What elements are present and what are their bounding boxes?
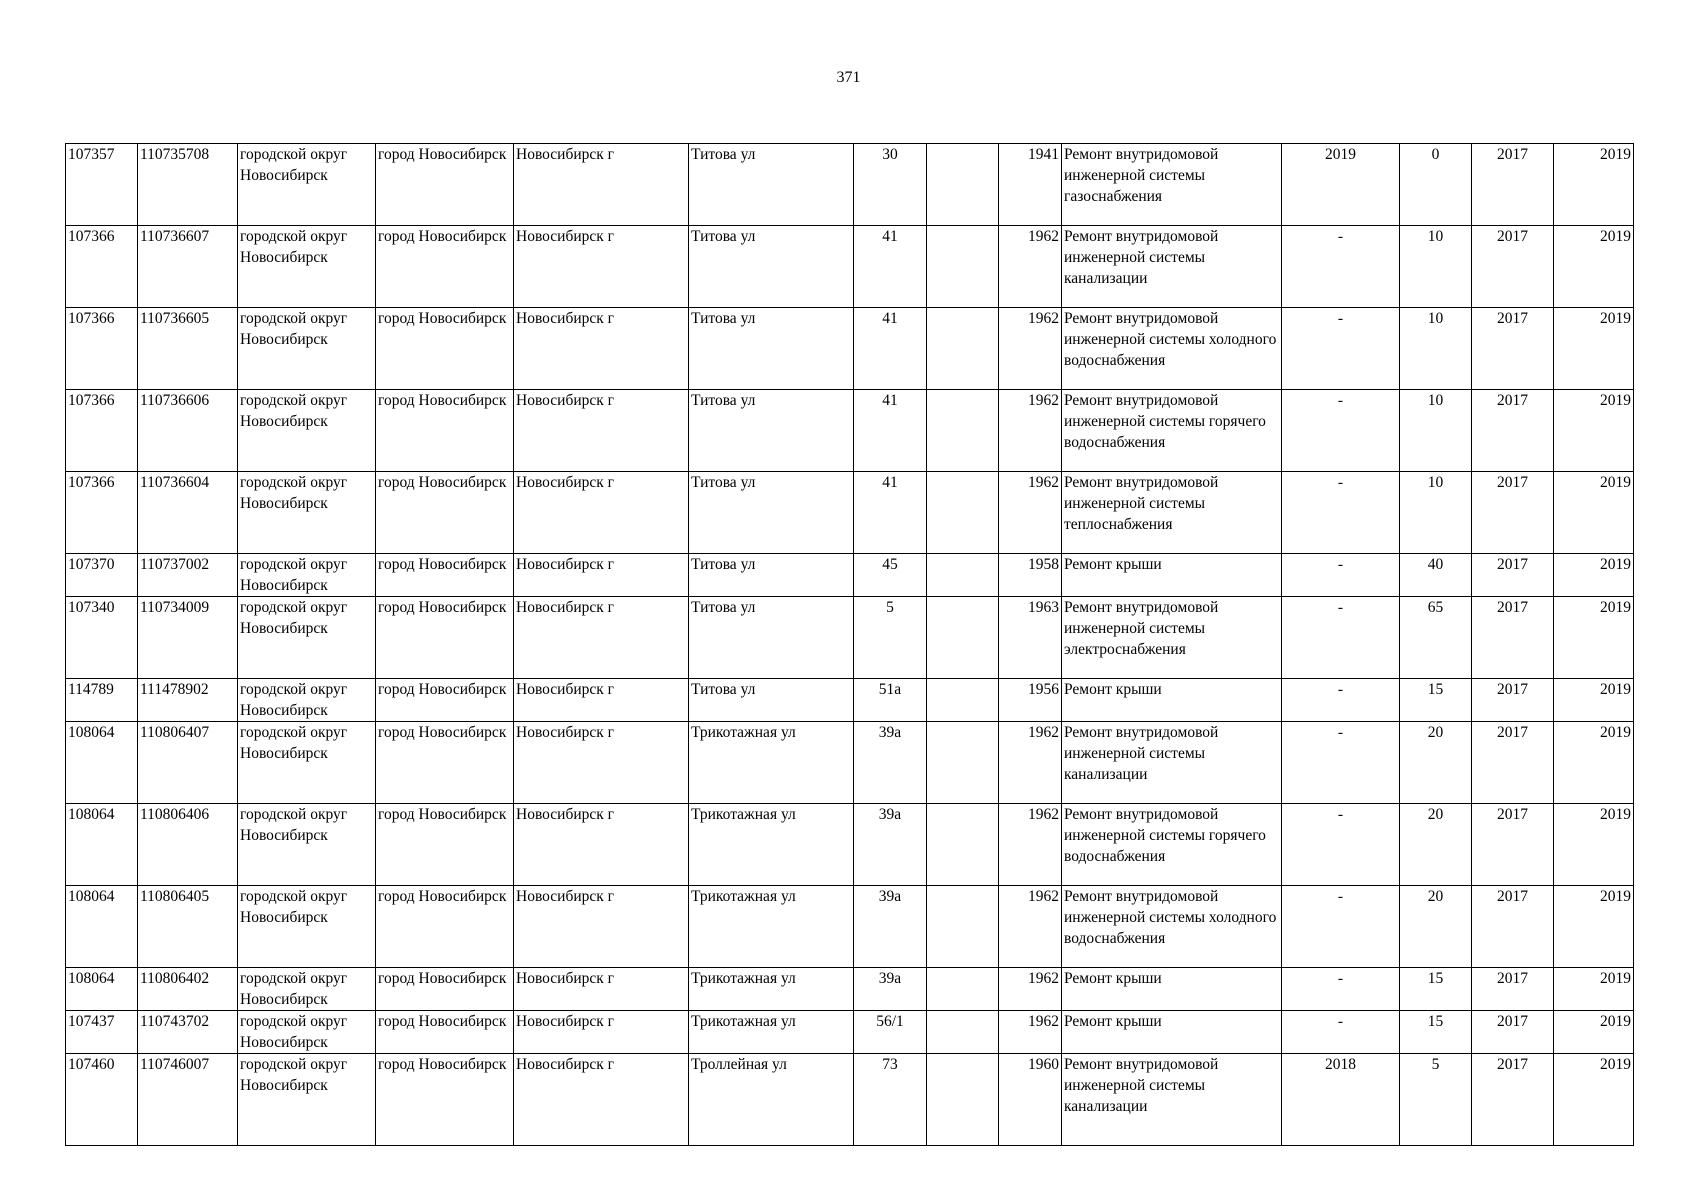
- work-id-cell: 110806405: [138, 886, 238, 968]
- build-year-cell: 1956: [999, 679, 1062, 722]
- building-cell: [927, 1011, 999, 1054]
- street-cell: Титова ул: [689, 144, 854, 226]
- building-cell: [927, 597, 999, 679]
- street-cell: Титова ул: [689, 472, 854, 554]
- build-year-cell: 1962: [999, 226, 1062, 308]
- settlement-cell: город Новосибирск: [376, 804, 514, 886]
- wear-percent-cell: 15: [1400, 1011, 1472, 1054]
- plan-start-year-cell: 2017: [1472, 144, 1554, 226]
- record-id-cell: 108064: [66, 968, 138, 1011]
- house-number-cell: 5: [854, 597, 927, 679]
- work-type-cell: Ремонт внутридомовой инженерной системы канализации: [1062, 722, 1282, 804]
- settlement-cell: город Новосибирск: [376, 968, 514, 1011]
- plan-start-year-cell: 2017: [1472, 722, 1554, 804]
- work-type-cell: Ремонт внутридомовой инженерной системы холодного водоснабжения: [1062, 886, 1282, 968]
- municipality-cell: городской округ Новосибирск: [238, 226, 376, 308]
- plan-start-year-cell: 2017: [1472, 597, 1554, 679]
- record-id-cell: 107357: [66, 144, 138, 226]
- record-id-cell: 107366: [66, 390, 138, 472]
- building-cell: [927, 886, 999, 968]
- work-id-cell: 110737002: [138, 554, 238, 597]
- table-row: [66, 472, 1634, 554]
- table-row: [66, 226, 1634, 308]
- work-type-cell: Ремонт внутридомовой инженерной системы канализации: [1062, 226, 1282, 308]
- building-cell: [927, 804, 999, 886]
- settlement-cell: город Новосибирск: [376, 472, 514, 554]
- build-year-cell: 1962: [999, 472, 1062, 554]
- survey-year-cell: -: [1282, 722, 1400, 804]
- plan-start-year-cell: 2017: [1472, 1011, 1554, 1054]
- street-cell: Титова ул: [689, 679, 854, 722]
- survey-year-cell: -: [1282, 804, 1400, 886]
- house-number-cell: 39а: [854, 804, 927, 886]
- building-cell: [927, 144, 999, 226]
- work-id-cell: 110735708: [138, 144, 238, 226]
- house-number-cell: 45: [854, 554, 927, 597]
- street-cell: Трикотажная ул: [689, 886, 854, 968]
- building-cell: [927, 308, 999, 390]
- plan-start-year-cell: 2017: [1472, 886, 1554, 968]
- locality-cell: Новосибирск г: [514, 1011, 689, 1054]
- wear-percent-cell: 10: [1400, 472, 1472, 554]
- plan-start-year-cell: 2017: [1472, 968, 1554, 1011]
- building-cell: [927, 1054, 999, 1146]
- table-body: [66, 144, 1634, 1146]
- survey-year-cell: 2018: [1282, 1054, 1400, 1146]
- municipality-cell: городской округ Новосибирск: [238, 679, 376, 722]
- work-id-cell: 110734009: [138, 597, 238, 679]
- survey-year-cell: -: [1282, 226, 1400, 308]
- house-number-cell: 51а: [854, 679, 927, 722]
- build-year-cell: 1962: [999, 308, 1062, 390]
- street-cell: Троллейная ул: [689, 1054, 854, 1146]
- table-row: [66, 144, 1634, 226]
- build-year-cell: 1962: [999, 1011, 1062, 1054]
- municipality-cell: городской округ Новосибирск: [238, 144, 376, 226]
- work-id-cell: 110736605: [138, 308, 238, 390]
- street-cell: Трикотажная ул: [689, 804, 854, 886]
- plan-end-year-cell: 2019: [1554, 722, 1634, 804]
- wear-percent-cell: 10: [1400, 308, 1472, 390]
- page-number: 371: [836, 69, 861, 86]
- municipality-cell: городской округ Новосибирск: [238, 886, 376, 968]
- locality-cell: Новосибирск г: [514, 1054, 689, 1146]
- table-row: [66, 968, 1634, 1011]
- house-number-cell: 39а: [854, 968, 927, 1011]
- wear-percent-cell: 10: [1400, 226, 1472, 308]
- table-row: [66, 679, 1634, 722]
- settlement-cell: город Новосибирск: [376, 226, 514, 308]
- record-id-cell: 107366: [66, 472, 138, 554]
- locality-cell: Новосибирск г: [514, 597, 689, 679]
- record-id-cell: 107366: [66, 226, 138, 308]
- work-id-cell: 111478902: [138, 679, 238, 722]
- building-cell: [927, 722, 999, 804]
- municipality-cell: городской округ Новосибирск: [238, 804, 376, 886]
- municipality-cell: городской округ Новосибирск: [238, 308, 376, 390]
- wear-percent-cell: 20: [1400, 886, 1472, 968]
- survey-year-cell: -: [1282, 472, 1400, 554]
- table-row: [66, 390, 1634, 472]
- registry-table: [65, 143, 1634, 1146]
- survey-year-cell: -: [1282, 1011, 1400, 1054]
- wear-percent-cell: 40: [1400, 554, 1472, 597]
- street-cell: Титова ул: [689, 597, 854, 679]
- plan-end-year-cell: 2019: [1554, 679, 1634, 722]
- work-id-cell: 110736606: [138, 390, 238, 472]
- record-id-cell: 114789: [66, 679, 138, 722]
- plan-end-year-cell: 2019: [1554, 226, 1634, 308]
- settlement-cell: город Новосибирск: [376, 679, 514, 722]
- plan-start-year-cell: 2017: [1472, 308, 1554, 390]
- settlement-cell: город Новосибирск: [376, 886, 514, 968]
- work-type-cell: Ремонт крыши: [1062, 554, 1282, 597]
- municipality-cell: городской округ Новосибирск: [238, 472, 376, 554]
- wear-percent-cell: 0: [1400, 144, 1472, 226]
- street-cell: Титова ул: [689, 554, 854, 597]
- plan-start-year-cell: 2017: [1472, 679, 1554, 722]
- locality-cell: Новосибирск г: [514, 226, 689, 308]
- locality-cell: Новосибирск г: [514, 679, 689, 722]
- work-type-cell: Ремонт внутридомовой инженерной системы холодного водоснабжения: [1062, 308, 1282, 390]
- work-type-cell: Ремонт внутридомовой инженерной системы теплоснабжения: [1062, 472, 1282, 554]
- building-cell: [927, 679, 999, 722]
- build-year-cell: 1962: [999, 804, 1062, 886]
- street-cell: Трикотажная ул: [689, 722, 854, 804]
- work-type-cell: Ремонт крыши: [1062, 1011, 1282, 1054]
- settlement-cell: город Новосибирск: [376, 722, 514, 804]
- locality-cell: Новосибирск г: [514, 144, 689, 226]
- municipality-cell: городской округ Новосибирск: [238, 1011, 376, 1054]
- survey-year-cell: -: [1282, 886, 1400, 968]
- work-id-cell: 110743702: [138, 1011, 238, 1054]
- plan-end-year-cell: 2019: [1554, 597, 1634, 679]
- work-type-cell: Ремонт внутридомовой инженерной системы горячего водоснабжения: [1062, 390, 1282, 472]
- record-id-cell: 107366: [66, 308, 138, 390]
- work-type-cell: Ремонт внутридомовой инженерной системы канализации: [1062, 1054, 1282, 1146]
- house-number-cell: 73: [854, 1054, 927, 1146]
- building-cell: [927, 226, 999, 308]
- street-cell: Титова ул: [689, 390, 854, 472]
- plan-start-year-cell: 2017: [1472, 1054, 1554, 1146]
- plan-end-year-cell: 2019: [1554, 144, 1634, 226]
- build-year-cell: 1941: [999, 144, 1062, 226]
- house-number-cell: 30: [854, 144, 927, 226]
- settlement-cell: город Новосибирск: [376, 1054, 514, 1146]
- wear-percent-cell: 65: [1400, 597, 1472, 679]
- locality-cell: Новосибирск г: [514, 390, 689, 472]
- locality-cell: Новосибирск г: [514, 472, 689, 554]
- plan-start-year-cell: 2017: [1472, 390, 1554, 472]
- table-row: [66, 804, 1634, 886]
- building-cell: [927, 968, 999, 1011]
- build-year-cell: 1960: [999, 1054, 1062, 1146]
- locality-cell: Новосибирск г: [514, 554, 689, 597]
- plan-start-year-cell: 2017: [1472, 472, 1554, 554]
- building-cell: [927, 472, 999, 554]
- house-number-cell: 39а: [854, 886, 927, 968]
- build-year-cell: 1962: [999, 722, 1062, 804]
- wear-percent-cell: 5: [1400, 1054, 1472, 1146]
- plan-end-year-cell: 2019: [1554, 390, 1634, 472]
- plan-start-year-cell: 2017: [1472, 226, 1554, 308]
- record-id-cell: 107437: [66, 1011, 138, 1054]
- table-row: [66, 722, 1634, 804]
- locality-cell: Новосибирск г: [514, 968, 689, 1011]
- record-id-cell: 108064: [66, 886, 138, 968]
- plan-end-year-cell: 2019: [1554, 1054, 1634, 1146]
- municipality-cell: городской округ Новосибирск: [238, 1054, 376, 1146]
- build-year-cell: 1963: [999, 597, 1062, 679]
- municipality-cell: городской округ Новосибирск: [238, 390, 376, 472]
- table-row: [66, 554, 1634, 597]
- build-year-cell: 1962: [999, 968, 1062, 1011]
- municipality-cell: городской округ Новосибирск: [238, 597, 376, 679]
- survey-year-cell: -: [1282, 308, 1400, 390]
- work-type-cell: Ремонт крыши: [1062, 968, 1282, 1011]
- building-cell: [927, 390, 999, 472]
- locality-cell: Новосибирск г: [514, 886, 689, 968]
- work-type-cell: Ремонт внутридомовой инженерной системы газоснабжения: [1062, 144, 1282, 226]
- table-row: [66, 1011, 1634, 1054]
- table-row: [66, 1054, 1634, 1146]
- work-id-cell: 110806406: [138, 804, 238, 886]
- work-type-cell: Ремонт крыши: [1062, 679, 1282, 722]
- street-cell: Титова ул: [689, 308, 854, 390]
- wear-percent-cell: 15: [1400, 679, 1472, 722]
- work-id-cell: 110806402: [138, 968, 238, 1011]
- survey-year-cell: -: [1282, 968, 1400, 1011]
- settlement-cell: город Новосибирск: [376, 390, 514, 472]
- wear-percent-cell: 10: [1400, 390, 1472, 472]
- record-id-cell: 107370: [66, 554, 138, 597]
- settlement-cell: город Новосибирск: [376, 1011, 514, 1054]
- settlement-cell: город Новосибирск: [376, 554, 514, 597]
- record-id-cell: 108064: [66, 722, 138, 804]
- record-id-cell: 107340: [66, 597, 138, 679]
- plan-start-year-cell: 2017: [1472, 804, 1554, 886]
- plan-end-year-cell: 2019: [1554, 308, 1634, 390]
- survey-year-cell: -: [1282, 554, 1400, 597]
- work-id-cell: 110736607: [138, 226, 238, 308]
- wear-percent-cell: 20: [1400, 722, 1472, 804]
- locality-cell: Новосибирск г: [514, 804, 689, 886]
- survey-year-cell: -: [1282, 390, 1400, 472]
- plan-start-year-cell: 2017: [1472, 554, 1554, 597]
- house-number-cell: 41: [854, 472, 927, 554]
- locality-cell: Новосибирск г: [514, 722, 689, 804]
- municipality-cell: городской округ Новосибирск: [238, 554, 376, 597]
- building-cell: [927, 554, 999, 597]
- plan-end-year-cell: 2019: [1554, 554, 1634, 597]
- table-row: [66, 308, 1634, 390]
- settlement-cell: город Новосибирск: [376, 308, 514, 390]
- house-number-cell: 56/1: [854, 1011, 927, 1054]
- wear-percent-cell: 15: [1400, 968, 1472, 1011]
- record-id-cell: 108064: [66, 804, 138, 886]
- wear-percent-cell: 20: [1400, 804, 1472, 886]
- build-year-cell: 1962: [999, 390, 1062, 472]
- work-id-cell: 110746007: [138, 1054, 238, 1146]
- plan-end-year-cell: 2019: [1554, 886, 1634, 968]
- municipality-cell: городской округ Новосибирск: [238, 722, 376, 804]
- work-id-cell: 110806407: [138, 722, 238, 804]
- street-cell: Титова ул: [689, 226, 854, 308]
- municipality-cell: городской округ Новосибирск: [238, 968, 376, 1011]
- settlement-cell: город Новосибирск: [376, 144, 514, 226]
- locality-cell: Новосибирск г: [514, 308, 689, 390]
- build-year-cell: 1962: [999, 886, 1062, 968]
- survey-year-cell: -: [1282, 597, 1400, 679]
- table-row: [66, 597, 1634, 679]
- house-number-cell: 41: [854, 390, 927, 472]
- record-id-cell: 107460: [66, 1054, 138, 1146]
- build-year-cell: 1958: [999, 554, 1062, 597]
- survey-year-cell: 2019: [1282, 144, 1400, 226]
- survey-year-cell: -: [1282, 679, 1400, 722]
- plan-end-year-cell: 2019: [1554, 968, 1634, 1011]
- house-number-cell: 41: [854, 226, 927, 308]
- work-type-cell: Ремонт внутридомовой инженерной системы горячего водоснабжения: [1062, 804, 1282, 886]
- house-number-cell: 39а: [854, 722, 927, 804]
- work-id-cell: 110736604: [138, 472, 238, 554]
- work-type-cell: Ремонт внутридомовой инженерной системы электроснабжения: [1062, 597, 1282, 679]
- street-cell: Трикотажная ул: [689, 968, 854, 1011]
- settlement-cell: город Новосибирск: [376, 597, 514, 679]
- plan-end-year-cell: 2019: [1554, 804, 1634, 886]
- street-cell: Трикотажная ул: [689, 1011, 854, 1054]
- house-number-cell: 41: [854, 308, 927, 390]
- plan-end-year-cell: 2019: [1554, 472, 1634, 554]
- plan-end-year-cell: 2019: [1554, 1011, 1634, 1054]
- table-row: [66, 886, 1634, 968]
